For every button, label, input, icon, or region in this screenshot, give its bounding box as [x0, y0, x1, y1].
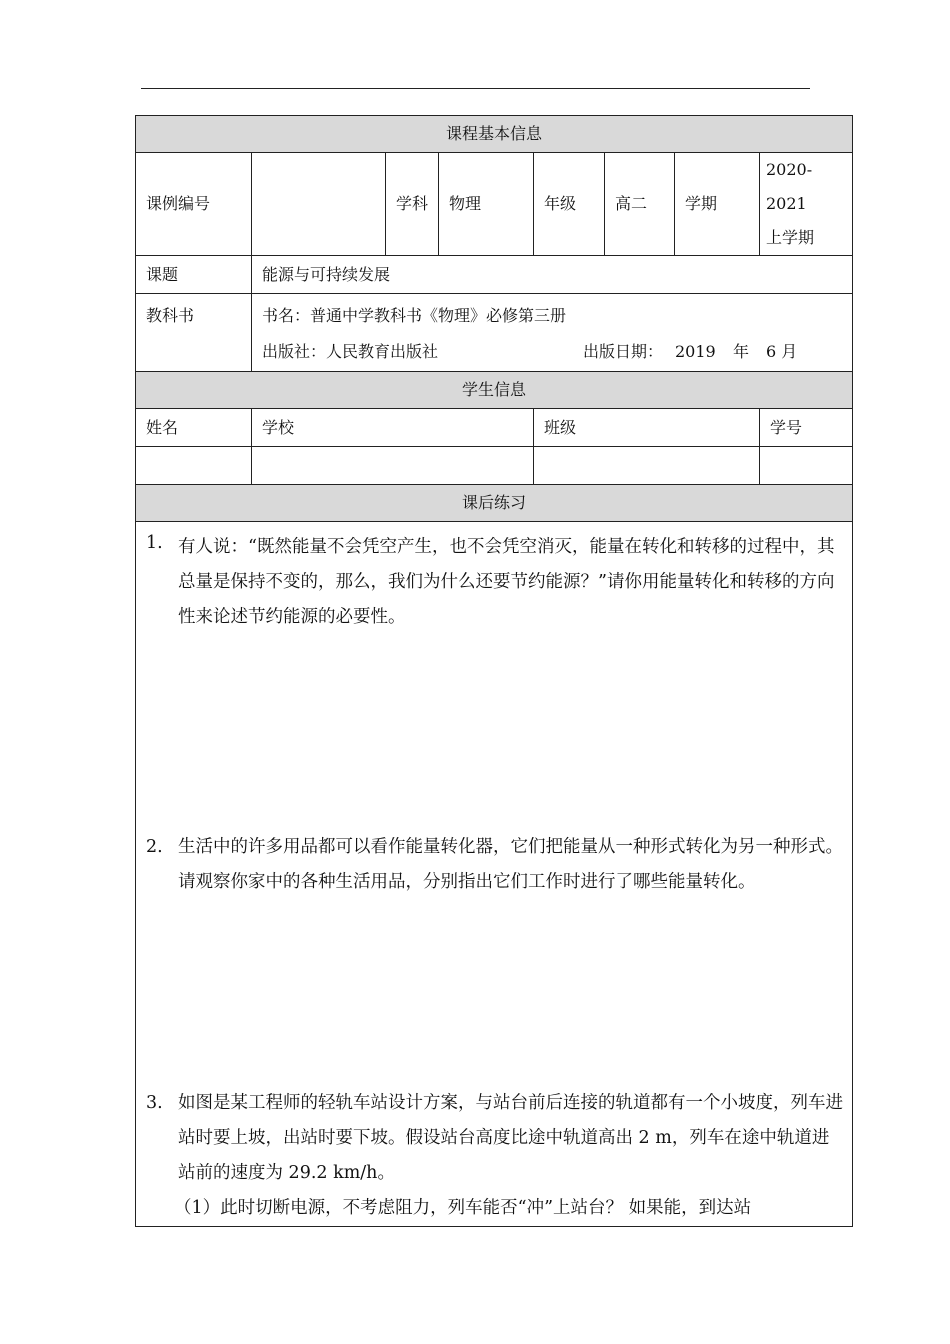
term-year: 2020-2021 — [766, 160, 813, 213]
student-class-input[interactable] — [534, 447, 760, 485]
textbook-label: 教科书 — [136, 294, 252, 372]
student-school-label: 学校 — [252, 409, 534, 447]
question-3 — [146, 1086, 844, 1226]
publication-row — [262, 334, 842, 370]
topic-label: 课题 — [136, 256, 252, 294]
topic-value: 能源与可持续发展 — [252, 256, 853, 294]
student-name-input[interactable] — [136, 447, 252, 485]
question-text: 生活中的许多用品都可以看作能量转化器，它们把能量从一种形式转化为另一种形式。请观察你家中的各种生活用品，分别指出它们工作时进行了哪些能量转化。 — [178, 837, 843, 892]
section-student-info: 学生信息 — [136, 372, 853, 409]
question-2 — [146, 830, 844, 1086]
subject-label: 学科 — [386, 153, 439, 256]
student-number-label: 学号 — [760, 409, 853, 447]
header-rule — [141, 88, 810, 89]
question-1 — [146, 526, 844, 830]
questions-area — [136, 522, 853, 1227]
student-name-label: 姓名 — [136, 409, 252, 447]
section-homework: 课后练习 — [136, 485, 853, 522]
grade-value: 高二 — [605, 153, 675, 256]
subject-value: 物理 — [439, 153, 534, 256]
question-number: 3. — [146, 1093, 163, 1113]
course-id-value — [252, 153, 386, 256]
term-value — [760, 153, 853, 256]
pub-month: 6 月 — [766, 342, 798, 361]
pub-year: 2019 — [675, 342, 716, 361]
term-label: 学期 — [675, 153, 760, 256]
question-text: 如图是某工程师的轻轨车站设计方案，与站台前后连接的轨道都有一个小坡度，列车进站时要上坡，出站时要下坡。假设站台高度比途中轨道高出 2 m，列车在途中轨道进站前的速度为 29.2 km/h。 — [178, 1093, 843, 1183]
question-number: 1. — [146, 533, 163, 553]
pub-year-unit: 年 — [733, 342, 750, 361]
pub-date-label: 出版日期： — [583, 342, 664, 361]
grade-label: 年级 — [534, 153, 605, 256]
student-class-label: 班级 — [534, 409, 760, 447]
question-text: 有人说：“既然能量不会凭空产生，也不会凭空消灭，能量在转化和转移的过程中，其总量是保持不变的，那么，我们为什么还要节约能源？”请你用能量转化和转移的方向性来论述节约能源的必要性。 — [178, 537, 835, 627]
course-table — [135, 115, 853, 1227]
student-number-input[interactable] — [760, 447, 853, 485]
publisher: 出版社：人民教育出版社 — [262, 342, 439, 361]
student-school-input[interactable] — [252, 447, 534, 485]
section-basic-info: 课程基本信息 — [136, 116, 853, 153]
textbook-info — [252, 294, 853, 372]
question-number: 2. — [146, 837, 163, 857]
book-name: 书名：普通中学教科书《物理》必修第三册 — [262, 306, 567, 325]
course-id-label: 课例编号 — [136, 153, 252, 256]
question-subpart: （1）此时切断电源，不考虑阻力，列车能否“冲”上站台？ 如果能，到达站 — [174, 1198, 752, 1218]
term-half: 上学期 — [766, 228, 815, 247]
